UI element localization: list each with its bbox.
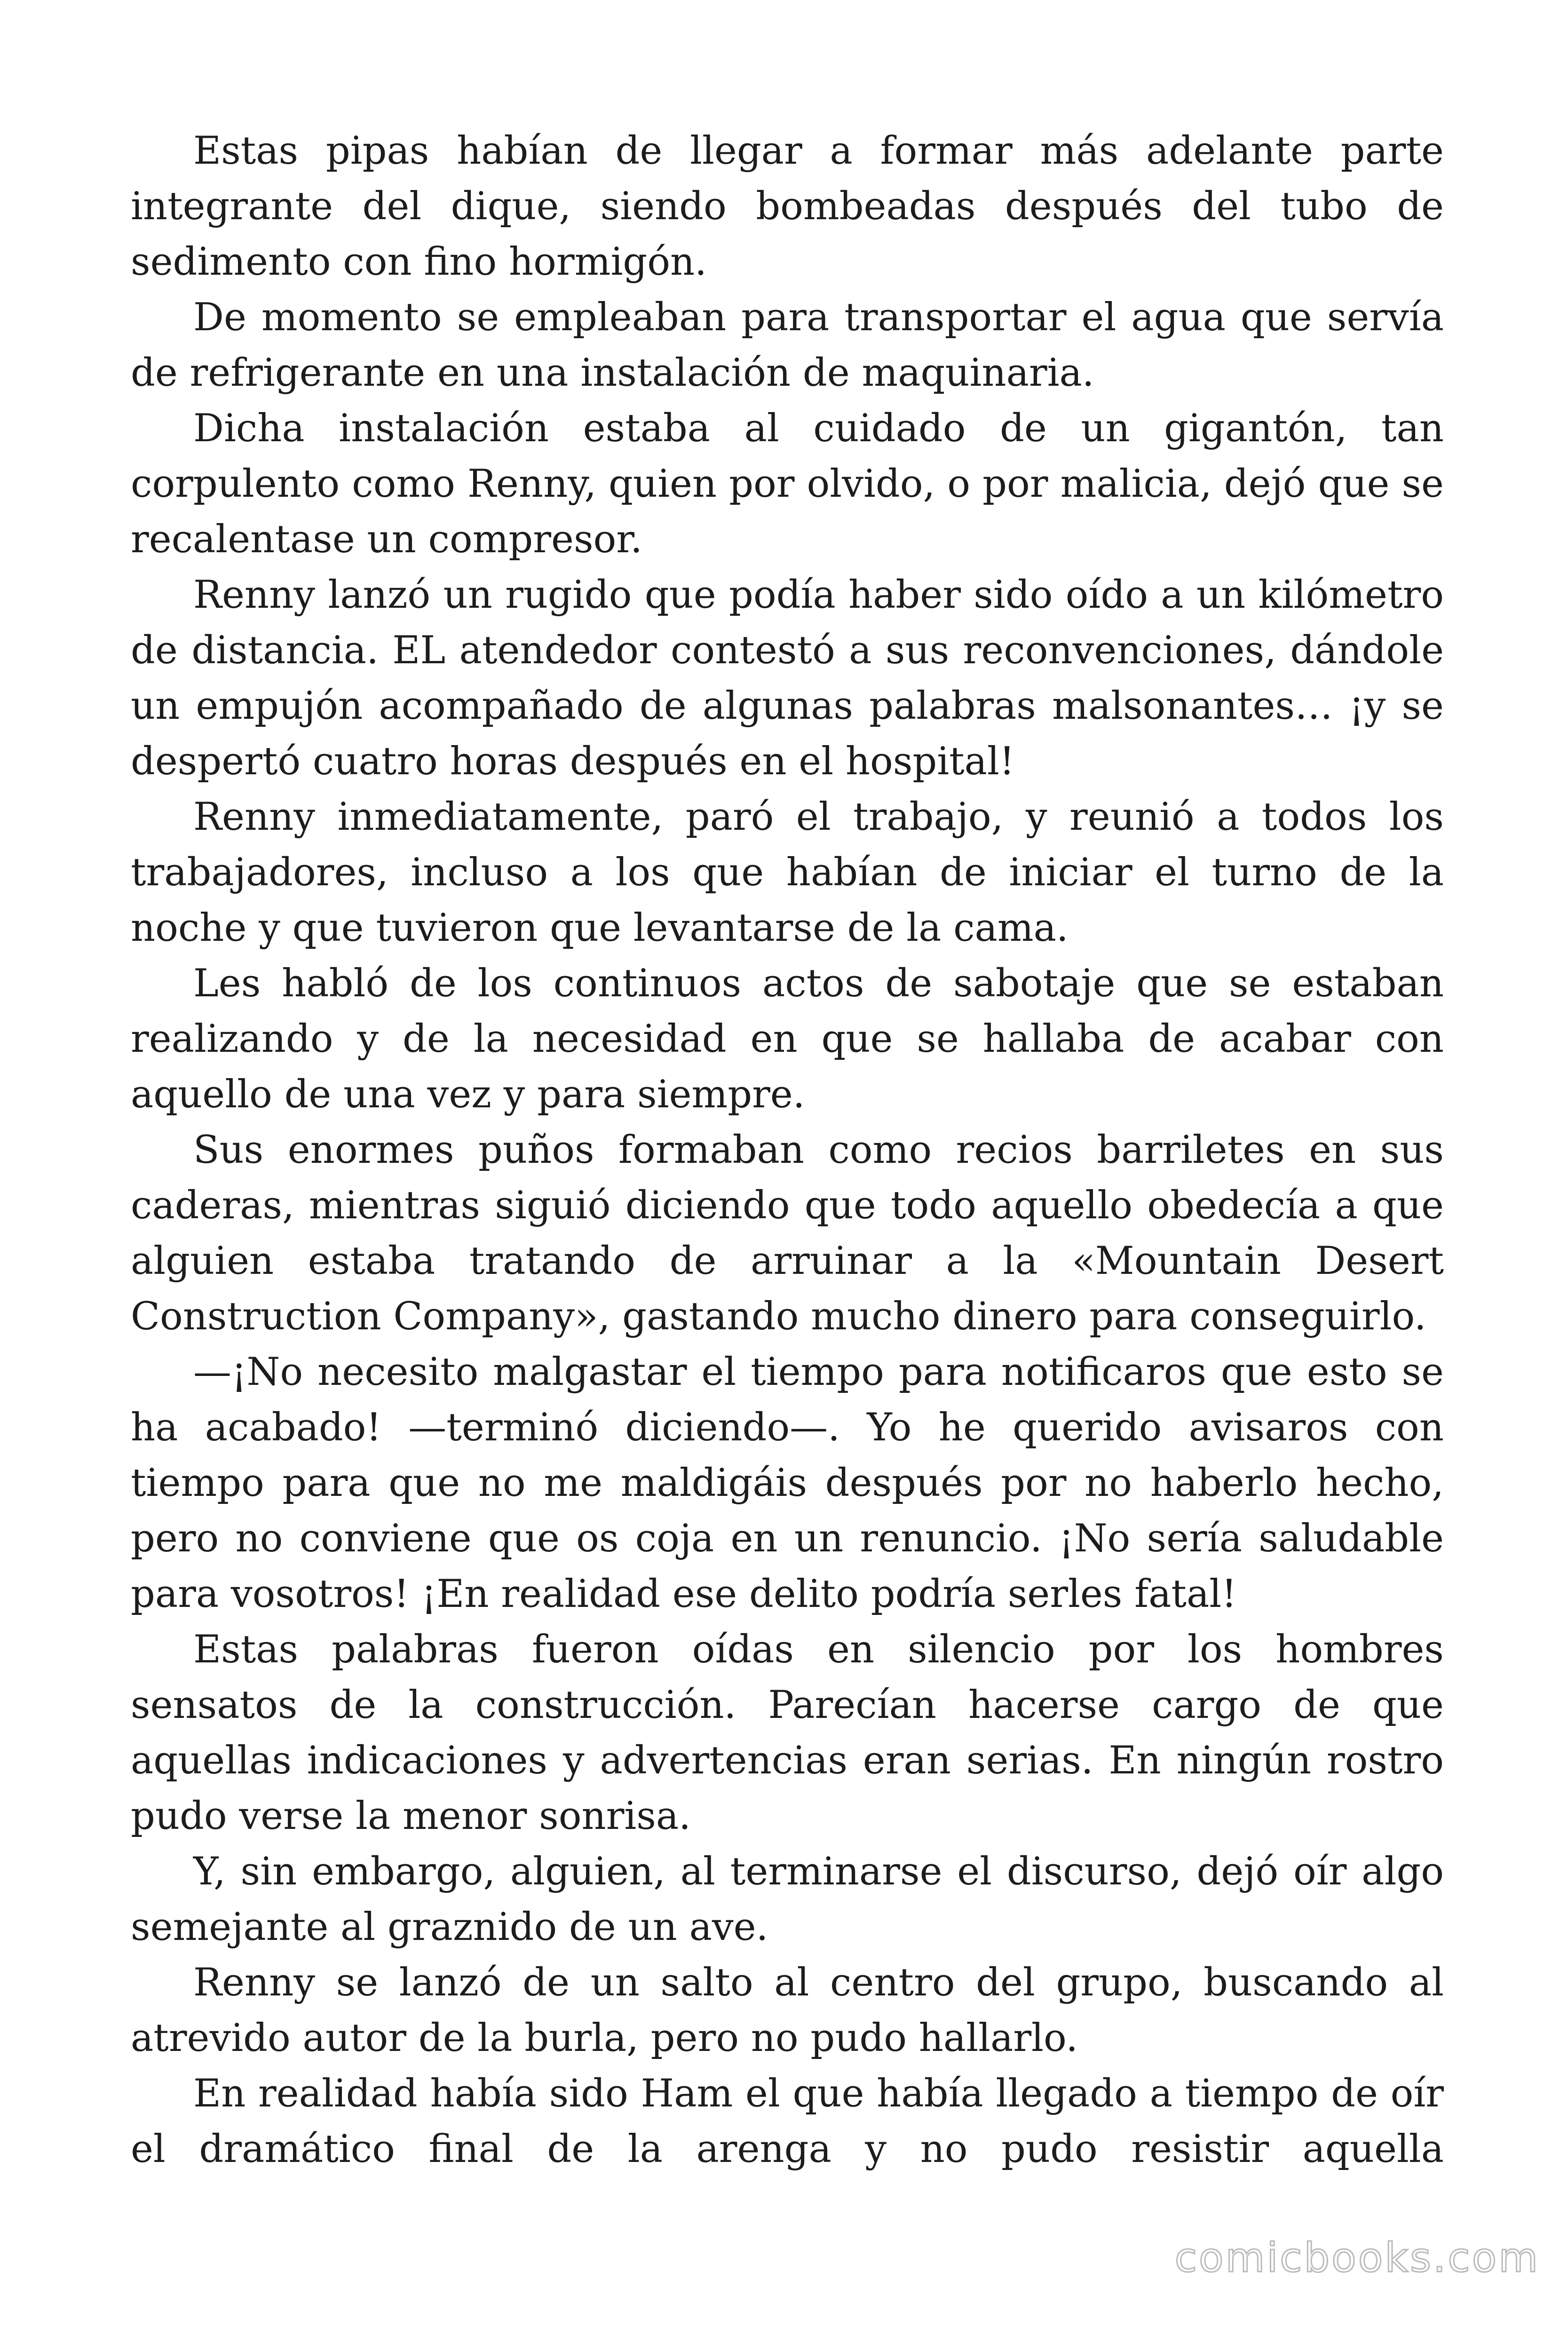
paragraph: Les habló de los continuos actos de sabotaje que se estaban realizando y de la necesidad en que se hallaba de acabar con aquello de una vez y para siempre. <box>131 961 1444 1117</box>
paragraph: Renny lanzó un rugido que podía haber sido oído a un kilómetro de distancia. EL atendedor contestó a sus reconvenciones, dándole un empujón acompañado de algunas palabras malsonantes… ¡y se despertó cuatro horas después en el hospital! <box>131 573 1444 784</box>
paragraph: Renny inmediatamente, paró el trabajo, y reunió a todos los trabajadores, incluso a los que habían de iniciar el turno de la noche y que tuvieron que levantarse de la cama. <box>131 795 1444 950</box>
paragraph: Estas palabras fueron oídas en silencio por los hombres sensatos de la construcción. Parecían hacerse cargo de que aquellas indicaciones y advertencias eran serias. En ningún rostro pudo verse la menor sonrisa. <box>131 1628 1444 1838</box>
paragraph: Renny se lanzó de un salto al centro del grupo, buscando al atrevido autor de la burla, pero no pudo hallarlo. <box>131 1961 1444 2060</box>
paragraph: Sus enormes puños formaban como recios barriletes en sus caderas, mientras siguió diciendo que todo aquello obedecía a que alguien estaba tratando de arruinar a la «Mountain Desert Construction Company», gastando mucho dinero para conseguirlo. <box>131 1128 1444 1339</box>
paragraph: —¡No necesito malgastar el tiempo para notificaros que esto se ha acabado! —terminó diciendo—. Yo he querido avisaros con tiempo para que no me maldigáis después por no haberlo hecho, pero no conviene que os coja en un renuncio. ¡No sería saludable para vosotros! ¡En realidad ese delito podría serles fatal! <box>131 1350 1444 1616</box>
page-body <box>131 123 1444 2177</box>
paragraph: Dicha instalación estaba al cuidado de un gigantón, tan corpulento como Renny, quien por olvido, o por malicia, dejó que se recalentase un compresor. <box>131 406 1444 562</box>
paragraph: Y, sin embargo, alguien, al terminarse el discurso, dejó oír algo semejante al graznido de un ave. <box>131 1850 1444 1949</box>
paragraph: De momento se empleaban para transportar el agua que servía de refrigerante en una instalación de maquinaria. <box>131 295 1444 395</box>
paragraph: Estas pipas habían de llegar a formar más adelante parte integrante del dique, siendo bombeadas después del tubo de sedimento con fino hormigón. <box>131 129 1444 284</box>
paragraph-last: En realidad había sido Ham el que había llegado a tiempo de oír el dramático final de la arenga y no pudo resistir aquella <box>131 2072 1444 2171</box>
watermark: comicbooks.com <box>1174 2234 1540 2281</box>
